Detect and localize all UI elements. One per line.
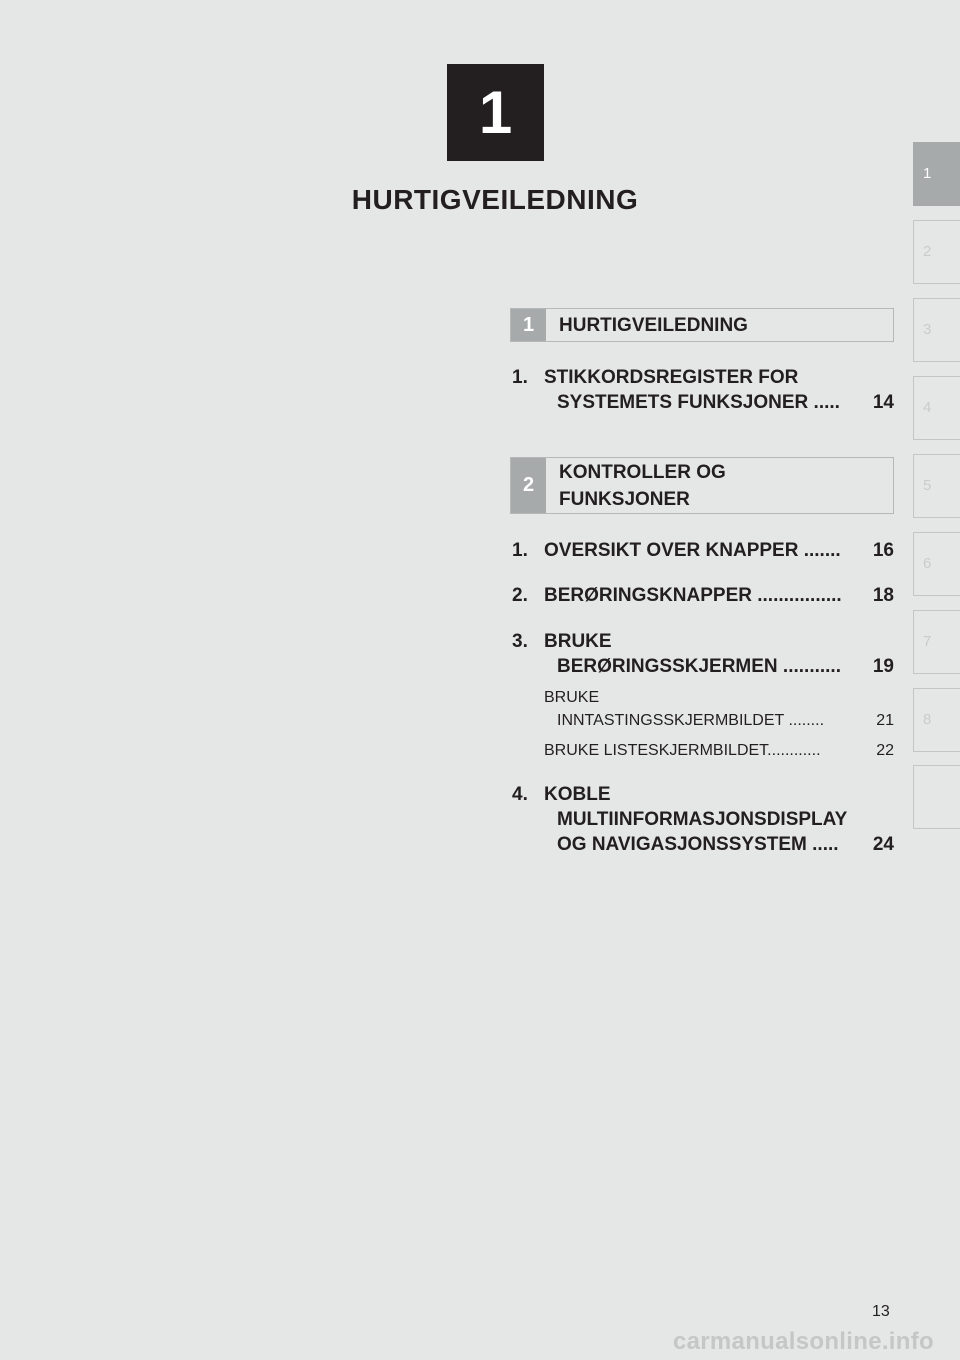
side-tab-2[interactable]: 2: [913, 220, 960, 284]
toc-item-text: BERØRINGSKNAPPER ................: [544, 585, 842, 606]
section-number-2: 2: [511, 458, 546, 513]
toc-subitem-text: BRUKE: [544, 689, 600, 706]
section-header-1: [510, 308, 894, 342]
section-header-2: [510, 457, 894, 514]
toc-item-page: 18: [872, 585, 894, 606]
side-tab-7[interactable]: 7: [913, 610, 960, 674]
chapter-number: 1: [478, 79, 513, 146]
toc-item-number: 3.: [512, 631, 528, 652]
toc-item-2-3[interactable]: [512, 629, 894, 679]
toc-subitem-2[interactable]: [544, 739, 894, 762]
chapter-number-box: [447, 64, 544, 161]
toc-item-number: 1.: [512, 367, 528, 388]
toc-item-text: BERØRINGSSKJERMEN ...........: [557, 656, 841, 677]
side-tab-6[interactable]: 6: [913, 532, 960, 596]
side-tab-9[interactable]: [913, 765, 960, 829]
toc-item-text: MULTIINFORMASJONSDISPLAY: [557, 809, 848, 830]
toc-subitem-text: BRUKE LISTESKJERMBILDET............: [544, 742, 821, 759]
toc-item-page: 14: [872, 392, 894, 413]
toc-subitem-text: INNTASTINGSSKJERMBILDET ........: [557, 712, 825, 729]
toc-item-number: 4.: [512, 784, 528, 805]
chapter-title: HURTIGVEILEDNING: [351, 184, 639, 215]
toc-subitem-page: 21: [876, 712, 894, 729]
toc-item-2-4[interactable]: [512, 782, 894, 857]
toc-item-page: 24: [872, 834, 894, 855]
toc-subitem-page: 22: [876, 742, 894, 759]
section-title-1: HURTIGVEILEDNING: [559, 314, 748, 336]
toc-item-text: SYSTEMETS FUNKSJONER .....: [557, 392, 840, 413]
toc-item-2-1[interactable]: [512, 538, 894, 563]
toc-item-page: 19: [872, 656, 894, 677]
side-tab-1[interactable]: 1: [913, 142, 960, 206]
toc-item-text: OVERSIKT OVER KNAPPER .......: [544, 540, 841, 561]
section-number-1: 1: [511, 309, 546, 341]
toc-item-number: 2.: [512, 585, 528, 606]
side-tab-8[interactable]: 8: [913, 688, 960, 752]
page-number: 13: [872, 1303, 890, 1320]
side-tab-4[interactable]: 4: [913, 376, 960, 440]
section-title-2: KONTROLLER OG FUNKSJONER: [559, 461, 726, 510]
side-tab-3[interactable]: 3: [913, 298, 960, 362]
toc-item-page: 16: [872, 540, 894, 561]
watermark: carmanualsonline.info: [672, 1328, 934, 1355]
toc-subitem-1[interactable]: [544, 686, 894, 732]
toc-item-1-1[interactable]: [512, 365, 894, 415]
toc-item-number: 1.: [512, 540, 528, 561]
toc-item-text: KOBLE: [544, 784, 611, 805]
toc-item-text: BRUKE: [544, 631, 612, 652]
toc-item-text: STIKKORDSREGISTER FOR: [544, 367, 799, 388]
side-tab-5[interactable]: 5: [913, 454, 960, 518]
toc-item-text: OG NAVIGASJONSSYSTEM .....: [557, 834, 839, 855]
toc-item-2-2[interactable]: [512, 583, 894, 608]
